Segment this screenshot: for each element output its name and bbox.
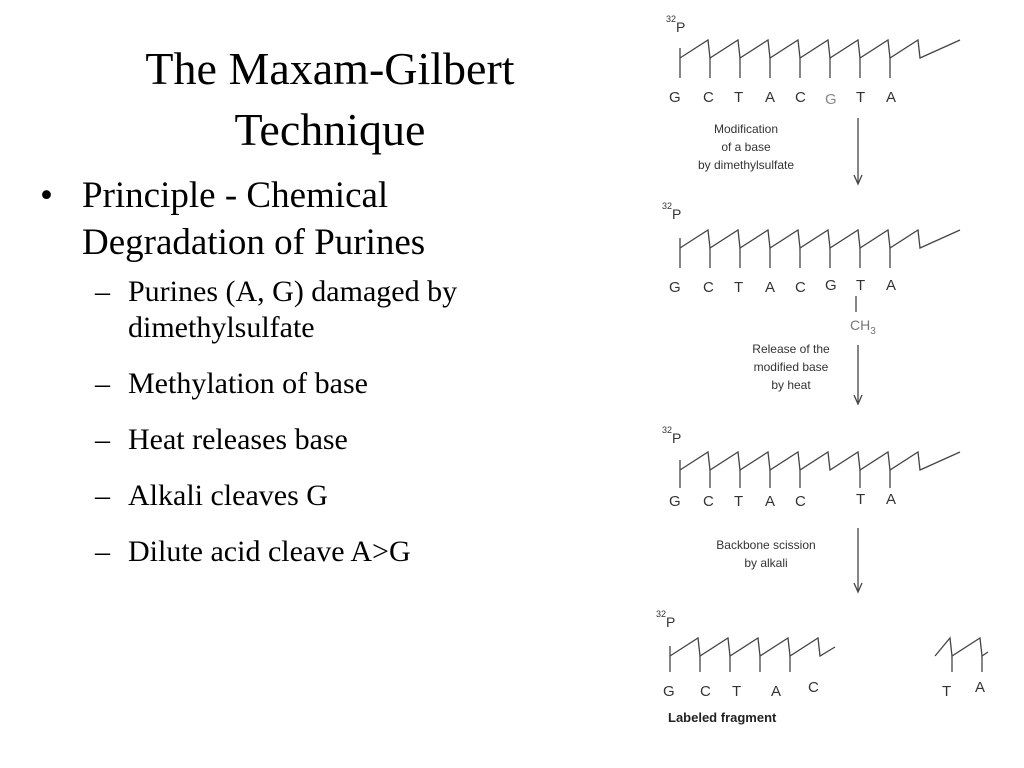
sub-bullet-marker: – (95, 275, 110, 308)
bullet-text-line-1: Principle - Chemical (82, 175, 389, 216)
sequence-4 (663, 679, 985, 700)
base-c: C (703, 279, 714, 296)
base-a: A (886, 277, 897, 294)
strand-4 (656, 609, 988, 725)
base-g: G (669, 279, 681, 296)
phosphorus-label: P (666, 614, 676, 630)
sequence-2 (669, 277, 896, 296)
base-g: G (669, 89, 681, 106)
base-g-methylated: G (825, 277, 837, 294)
base-t: T (856, 89, 866, 106)
slide-title (60, 38, 600, 160)
sub-bullet-text: Purines (A, G) damaged by (128, 275, 458, 308)
sub-bullet-text: Dilute acid cleave A>G (128, 535, 411, 568)
sub-bullet-marker: – (95, 535, 110, 568)
sub-bullet-alkali (95, 478, 600, 514)
sub-bullet-marker: – (95, 367, 110, 400)
base-ticks-1 (680, 48, 890, 78)
base-c: C (795, 89, 806, 106)
methyl-group: $CH_3$ (850, 317, 876, 337)
base-t: T (856, 491, 866, 508)
base-ticks-3 (680, 460, 890, 488)
sub-bullet-purines (95, 274, 600, 346)
base-g: G (663, 683, 675, 700)
title-line-1: The Maxam-Gilbert (145, 43, 515, 94)
labeled-fragment-caption: Labeled fragment (668, 710, 777, 725)
base-t: T (942, 683, 952, 700)
base-t: T (856, 277, 866, 294)
base-a: A (771, 683, 782, 700)
step-text: by dimethylsulfate (697, 158, 795, 172)
strand-3 (662, 425, 960, 510)
step-text: Backbone scission (716, 538, 816, 552)
step-text: Release of the (752, 342, 830, 356)
isotope-mass: 32 (662, 425, 673, 435)
base-c: C (808, 679, 819, 696)
isotope-mass: 32 (656, 609, 667, 619)
strand-2 (662, 201, 960, 337)
base-c: C (700, 683, 711, 700)
base-t: T (734, 279, 744, 296)
step-text: by heat (771, 378, 811, 392)
base-t: T (732, 683, 742, 700)
sequence-3 (669, 491, 896, 510)
base-ticks-4 (670, 646, 790, 672)
sub-bullet-text: dimethylsulfate (128, 311, 315, 344)
strand-1 (666, 14, 960, 108)
backbone-3 (680, 452, 960, 470)
step-scission (716, 538, 815, 570)
base-c: C (795, 493, 806, 510)
step-text: of a base (721, 140, 771, 154)
base-c: C (795, 279, 806, 296)
base-g-target: G (825, 91, 837, 108)
bullet-text-line-2: Degradation of Purines (82, 222, 426, 263)
base-a: A (765, 279, 776, 296)
base-ticks-5 (952, 656, 982, 672)
sub-bullet-marker: – (95, 423, 110, 456)
step-release (752, 342, 830, 392)
sub-bullet-methylation (95, 366, 600, 402)
step-text: modified base (753, 360, 829, 374)
backbone-1 (680, 40, 960, 58)
maxam-gilbert-diagram (650, 10, 986, 740)
base-a: A (765, 493, 776, 510)
sub-bullet-text: Alkali cleaves G (128, 479, 328, 512)
isotope-mass: 32 (662, 201, 673, 211)
isotope-mass: 32 (666, 14, 677, 24)
bullet-marker: • (40, 175, 53, 216)
backbone-2 (680, 230, 960, 248)
base-a: A (975, 679, 986, 696)
backbone-labeled-fragment (670, 638, 835, 656)
sub-bullet-marker: – (95, 479, 110, 512)
base-a: A (886, 491, 897, 508)
step-modification (698, 122, 794, 172)
sub-bullet-text: Heat releases base (128, 423, 348, 456)
phosphorus-label: P (672, 430, 682, 446)
step-text: Modification (713, 122, 779, 136)
base-g: G (669, 493, 681, 510)
base-a: A (886, 89, 897, 106)
title-line-2: Technique (234, 104, 426, 155)
base-ticks-2 (680, 238, 890, 268)
sub-bullet-acid (95, 534, 600, 570)
backbone-unlabeled-fragment (935, 638, 988, 656)
base-c: C (703, 493, 714, 510)
phosphorus-label: P (676, 19, 686, 35)
base-t: T (734, 493, 744, 510)
bullet-principle (40, 172, 600, 266)
step-text: by alkali (744, 556, 788, 570)
bullet-list (40, 172, 600, 590)
sub-bullet-heat (95, 422, 600, 458)
sub-bullet-text: Methylation of base (128, 367, 368, 400)
sequence-1 (669, 89, 896, 108)
phosphorus-label: P (672, 206, 682, 222)
base-c: C (703, 89, 714, 106)
base-t: T (734, 89, 744, 106)
base-a: A (765, 89, 776, 106)
